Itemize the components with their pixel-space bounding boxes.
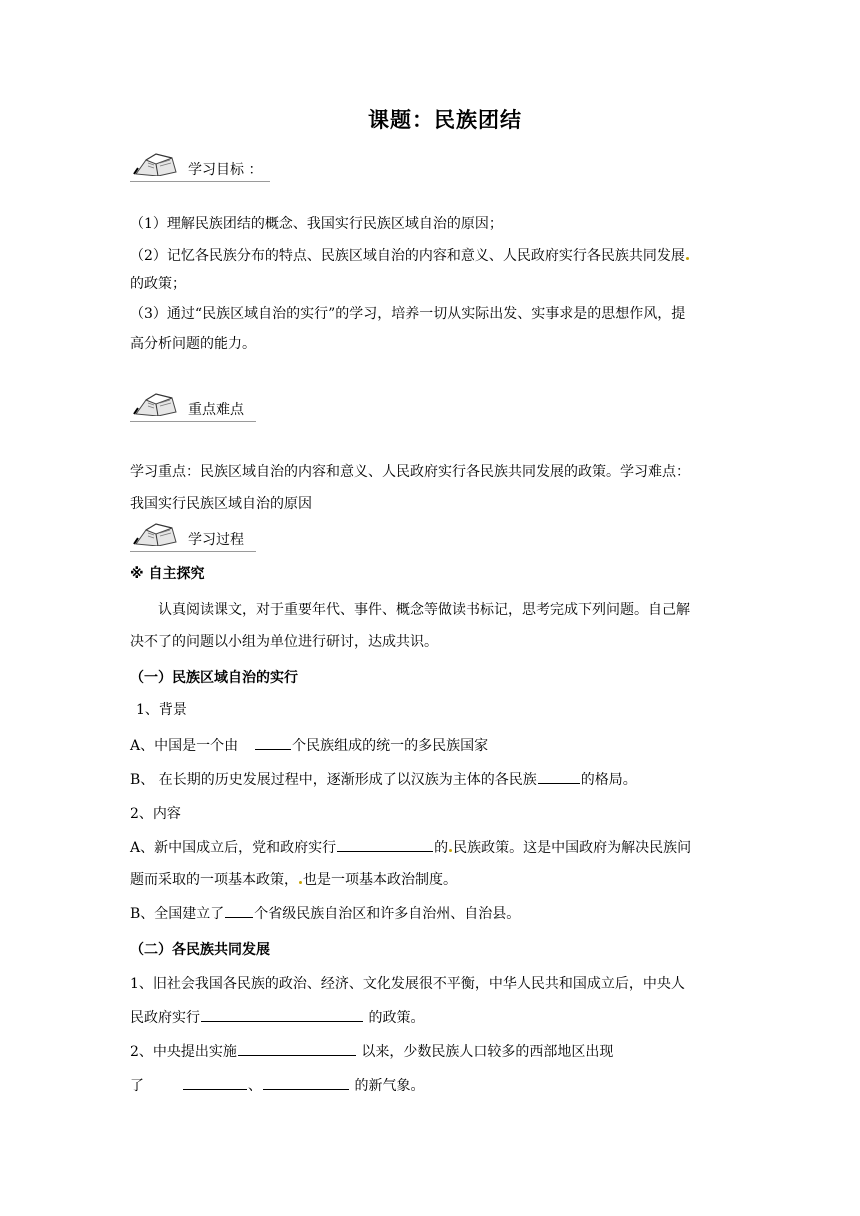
question-text: 的 <box>434 840 449 856</box>
section-header-focus <box>130 392 256 422</box>
part2-question-1-line-1: 1、旧社会我国各民族的政治、经济、文化发展很不平衡，中华人民共和国成立后，中央人 <box>130 976 685 992</box>
question-text: 的新气象。 <box>350 1078 425 1094</box>
part1-heading: （一）民族区域自治的实行 <box>130 670 298 686</box>
question-text: 题而采取的一项基本政策， <box>130 872 298 888</box>
fill-blank[interactable] <box>337 837 433 852</box>
section-header-goals <box>130 152 270 182</box>
fill-blank[interactable] <box>538 769 580 784</box>
fill-blank[interactable] <box>225 903 253 918</box>
question-text: 个民族组成的统一的多民族国家 <box>292 738 489 754</box>
section-underline <box>130 421 256 422</box>
part2-heading: （二）各民族共同发展 <box>130 942 270 958</box>
mark-dot <box>299 881 302 884</box>
process-intro-line-2: 决不了的问题以小组为单位进行研讨，达成共识。 <box>130 634 438 650</box>
part2-question-1-line-2 <box>130 1002 735 1034</box>
fill-blank[interactable] <box>201 1007 363 1022</box>
goal-1: （1）理解民族团结的概念、我国实行民族区域自治的原因； <box>130 216 503 232</box>
part2-question-2-line-2 <box>130 1070 735 1102</box>
question-text: B、全国建立了 <box>130 906 225 922</box>
goal-3-line-2: 高分析问题的能力。 <box>130 336 256 352</box>
part1-question-b <box>130 764 735 796</box>
focus-line-2: 我国实行民族区域自治的原因 <box>130 496 312 512</box>
open-book-icon <box>132 522 178 546</box>
part1-question-d <box>130 898 735 930</box>
section-label-goals: 学习目标 ： <box>188 162 263 178</box>
goal-3-line-1: （3）通过“民族区域自治的实行”的学习，培养一切从实际出发、实事求是的思想作风，提 <box>130 306 686 322</box>
question-text: 民族政策。这是中国政府为解决民族问 <box>453 840 692 856</box>
focus-line-1: 学习重点：民族区域自治的内容和意义、人民政府实行各民族共同发展的政策。学习难点： <box>130 464 690 480</box>
question-text: 了 <box>130 1078 144 1094</box>
section-underline <box>130 551 256 552</box>
part1-background: 1、背景 <box>136 702 187 718</box>
question-text: 的政策。 <box>364 1010 425 1026</box>
part2-question-2-line-1 <box>130 1036 735 1068</box>
part1-question-c <box>130 832 735 864</box>
fill-blank[interactable] <box>238 1041 356 1056</box>
question-text: B、 在长期的历史发展过程中，逐渐形成了以汉族为主体的各民族 <box>130 772 537 788</box>
part1-content: 2、内容 <box>130 806 181 822</box>
goal-2-line-2: 的政策； <box>130 276 186 292</box>
mark-dot <box>449 849 452 852</box>
fill-blank[interactable] <box>183 1075 247 1090</box>
process-intro-line-1: 认真阅读课文，对于重要年代、事件、概念等做读书标记，思考完成下列问题。自己解 <box>158 602 690 618</box>
question-text: 民政府实行 <box>130 1010 200 1026</box>
page-title: 课题：民族团结 <box>368 108 522 132</box>
part1-question-c-cont <box>130 864 735 896</box>
question-text: 个省级民族自治区和许多自治州、自治县。 <box>254 906 521 922</box>
fill-blank[interactable] <box>255 735 291 750</box>
part1-question-a <box>130 730 735 762</box>
question-text: A、中国是一个由 <box>130 738 239 754</box>
question-text: 的格局。 <box>580 772 637 788</box>
fill-blank[interactable] <box>263 1075 349 1090</box>
section-label-process: 学习过程 <box>188 532 244 548</box>
open-book-icon <box>132 152 178 176</box>
question-text: A、新中国成立后，党和政府实行 <box>130 840 337 856</box>
mark-dot <box>686 257 689 260</box>
process-heading: ※ 自主探究 <box>130 566 205 582</box>
question-text: 也是一项基本政治制度。 <box>303 872 457 888</box>
question-text: 、 <box>248 1078 262 1094</box>
section-underline <box>130 181 270 182</box>
goal-2-text: （2）记忆各民族分布的特点、民族区域自治的内容和意义、人民政府实行各民族共同发展 <box>130 248 685 264</box>
section-header-process <box>130 522 256 552</box>
open-book-icon <box>132 392 178 416</box>
section-label-focus: 重点难点 <box>188 402 244 418</box>
question-text: 2、中央提出实施 <box>130 1044 237 1060</box>
question-text: 以来，少数民族人口较多的西部地区出现 <box>356 1044 614 1060</box>
